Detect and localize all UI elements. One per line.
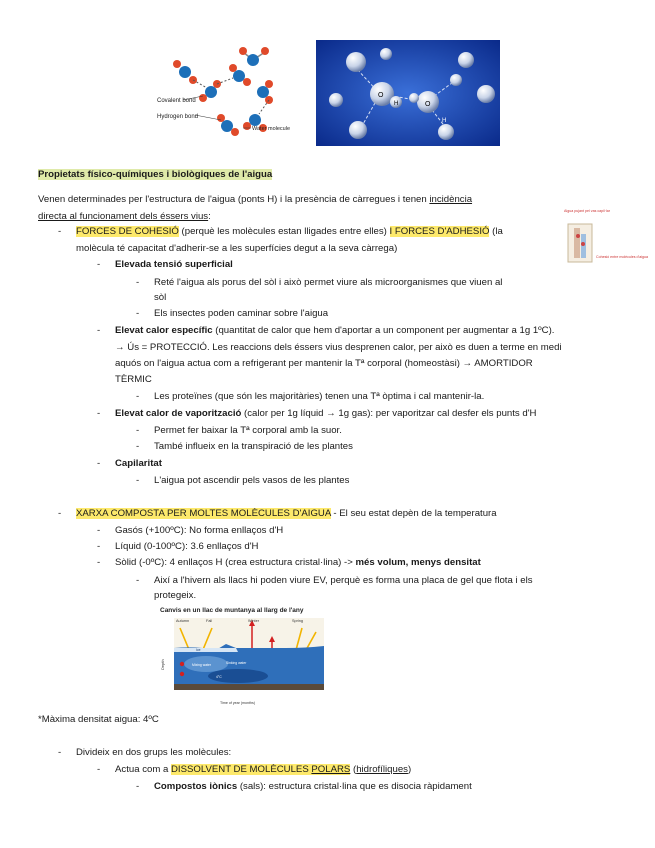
- season-autumn: Autumn: [176, 619, 190, 623]
- tension-point-2: Els insectes poden caminar sobre l'aigua: [154, 308, 329, 319]
- molecule-cluster-left: [173, 60, 251, 102]
- cohesion-line-1: [76, 226, 503, 238]
- tension-dash-2: -: [136, 308, 140, 319]
- season-spring: Spring: [292, 619, 303, 623]
- lake-diagram-title: Canvis en un llac de muntanya al llarg de l'any: [160, 607, 304, 614]
- atom-label-o1: O: [378, 92, 384, 99]
- intro-colon: :: [208, 211, 211, 222]
- state-solid-bold: més volum, menys densitat: [355, 557, 481, 568]
- paren-open: (: [350, 764, 357, 775]
- state-solid: [115, 557, 481, 569]
- covalent-bond-label: Covalent bond: [157, 98, 196, 104]
- label-4c: 4°C: [216, 675, 222, 679]
- ionic-dash: -: [136, 781, 140, 792]
- dissolvent-prefix: Actua com a: [115, 764, 171, 775]
- network-label: XARXA COMPOSTA PER MOLTES MOLÈCULES D'AIGUA: [76, 508, 331, 519]
- season-winter: Winter: [248, 619, 259, 623]
- ionic-line: [154, 781, 472, 793]
- capillarity-point-1: L'aigua pot ascendir pels vasos de les plantes: [154, 475, 350, 486]
- cohesion-forces-label: FORCES DE COHESIÓ: [76, 226, 179, 237]
- state-solid-dash: -: [97, 557, 101, 568]
- side-note-top: Aigua pujant pel vas capil·lar: [564, 209, 610, 213]
- state-solid-text: Sòlid (-0ºC): 4 enllaços H (crea estructura cristal·lina) ->: [115, 557, 356, 568]
- cohesion-desc-cont: (la: [489, 226, 503, 237]
- capillarity-side-figure: [560, 206, 649, 282]
- section-heading-text: Propietats físico-químiques i biològiques de l'aigua: [38, 169, 273, 180]
- label-sinking: Sinking water: [226, 661, 247, 665]
- intro-underlined-2: directa al funcionament dels éssers vius: [38, 211, 209, 222]
- specific-heat-dash: -: [97, 325, 101, 336]
- vaporization-point-1: Permet fer baixar la Tª corporal amb la suor.: [154, 425, 342, 436]
- vaporization-dash: -: [97, 408, 101, 419]
- dissolvent-dash: -: [97, 764, 101, 775]
- axis-depth: Depth: [160, 659, 165, 670]
- network-point-line-2: protegeix.: [154, 590, 197, 601]
- capillarity-dash: -: [97, 458, 101, 469]
- tension-point-1-line-1: Reté l'aigua als porus del sòl i això permet viure als microorganismes que viuen al: [154, 277, 503, 288]
- intro-line-2: [38, 211, 211, 223]
- intro-line-1: [38, 194, 472, 206]
- specific-heat-line-3: aquós on l'aigua actua com a refrigerant per mantenir la Tª corporal (homeostàsi) → AMORTIDOR: [115, 358, 533, 369]
- state-liquid: Líquid (0-100ºC): 3.6 enllaços d'H: [115, 541, 259, 552]
- specific-heat-line-1: [115, 325, 554, 337]
- polar-label: POLARS: [311, 764, 351, 775]
- vaporization-dash-1: -: [136, 425, 140, 436]
- adhesion-forces-label: I FORCES D'ADHESIÓ: [389, 226, 490, 237]
- dissolvent-label: DISSOLVENT DE MOLÈCULES: [171, 764, 312, 775]
- tension-point-1-line-2: sòl: [154, 292, 167, 303]
- dissolvent-line: [115, 764, 411, 776]
- divides-line-1: Divideix en dos grups les molècules:: [76, 747, 232, 758]
- vaporization-dash-2: -: [136, 441, 140, 452]
- intro-underlined-1: incidència: [429, 194, 473, 205]
- capillarity-title: Capilaritat: [115, 458, 162, 469]
- hydrophilic-label: hidrofíliques: [356, 764, 408, 775]
- state-gas-dash: -: [97, 525, 101, 536]
- specific-heat-line-4: TÈRMIC: [115, 374, 152, 385]
- atom-label-o2: O: [425, 101, 431, 108]
- atom-label-h2: H: [442, 118, 447, 124]
- network-line: [76, 508, 497, 520]
- label-mixing: Mixing water: [192, 663, 212, 667]
- network-desc: - El seu estat depèn de la temperatura: [330, 508, 497, 519]
- cohesion-line-2: molècula té capacitat d'adherir-se a les superfícies degut a la seva càrrega): [76, 243, 398, 254]
- state-liquid-dash: -: [97, 541, 101, 552]
- hydrogen-bond-label: Hydrogen bond: [157, 114, 199, 120]
- vaporization-point-2: També influeix en la transpiració de les plantes: [154, 441, 353, 452]
- side-note-bottom: Cohesió entre molècules d'aigua: [596, 255, 649, 259]
- ionic-title: Compostos iònics: [154, 781, 238, 792]
- specific-heat-line-2: → Ús = PROTECCIÓ. Les reaccions dels éssers vius desprenen calor, per això es duen a terme en medi: [115, 342, 562, 353]
- axis-time: Time of year (months): [220, 701, 256, 705]
- section-heading: [38, 169, 272, 181]
- label-ice: Ice: [196, 648, 201, 652]
- max-density-note: *Màxima densitat aigua: 4ºC: [38, 714, 159, 725]
- specific-heat-point-1: Les proteïnes (que són les majoritàries) tenen una Tª òptima i cal mantenir-la.: [154, 391, 485, 402]
- divides-dash: -: [58, 747, 62, 758]
- capillarity-point-dash: -: [136, 475, 140, 486]
- vaporization-line-1: [115, 408, 537, 420]
- vaporization-title: Elevat calor de vaporització: [115, 408, 242, 419]
- specific-heat-title: Elevat calor específic: [115, 325, 213, 336]
- network-point-dash: -: [136, 575, 140, 586]
- cohesion-desc: (perquè les molècules estan lligades entre elles): [178, 226, 390, 237]
- intro-text-1: Venen determinades per l'estructura de l'aigua (ponts H) i la presència de càrregues i tenen: [38, 194, 430, 205]
- paren-close: ): [407, 764, 412, 775]
- water-molecule-diagram: [155, 40, 305, 140]
- tension-dash: -: [97, 259, 101, 270]
- specific-heat-point-dash: -: [136, 391, 140, 402]
- network-point-line-1: Així a l'hivern als llacs hi poden viure EV, perquè es forma una placa de gel que flota i els: [154, 575, 533, 586]
- ionic-desc: (sals): estructura cristal·lina que es disocia ràpidament: [237, 781, 472, 792]
- cohesion-dash: -: [58, 226, 62, 237]
- water-molecule-label: Water molecule: [252, 126, 291, 132]
- lake-seasonal-diagram: [156, 604, 336, 708]
- season-fall: Fall: [206, 619, 213, 623]
- tension-dash-1: -: [136, 277, 140, 288]
- specific-heat-desc: (quantitat de calor que hem d'aportar a un component per augmentar a 1g 1ºC).: [212, 325, 555, 336]
- tension-title: Elevada tensió superficial: [115, 259, 233, 270]
- water-molecules-3d-image: [316, 40, 500, 146]
- state-gas: Gasós (+100ºC): No forma enllaços d'H: [115, 525, 284, 536]
- network-dash: -: [58, 508, 62, 519]
- molecule-cluster-top: [239, 47, 269, 66]
- vaporization-desc: (calor per 1g líquid → 1g gas): per vaporitzar cal desfer els punts d'H: [241, 408, 537, 419]
- atom-label-h1: H: [394, 101, 399, 107]
